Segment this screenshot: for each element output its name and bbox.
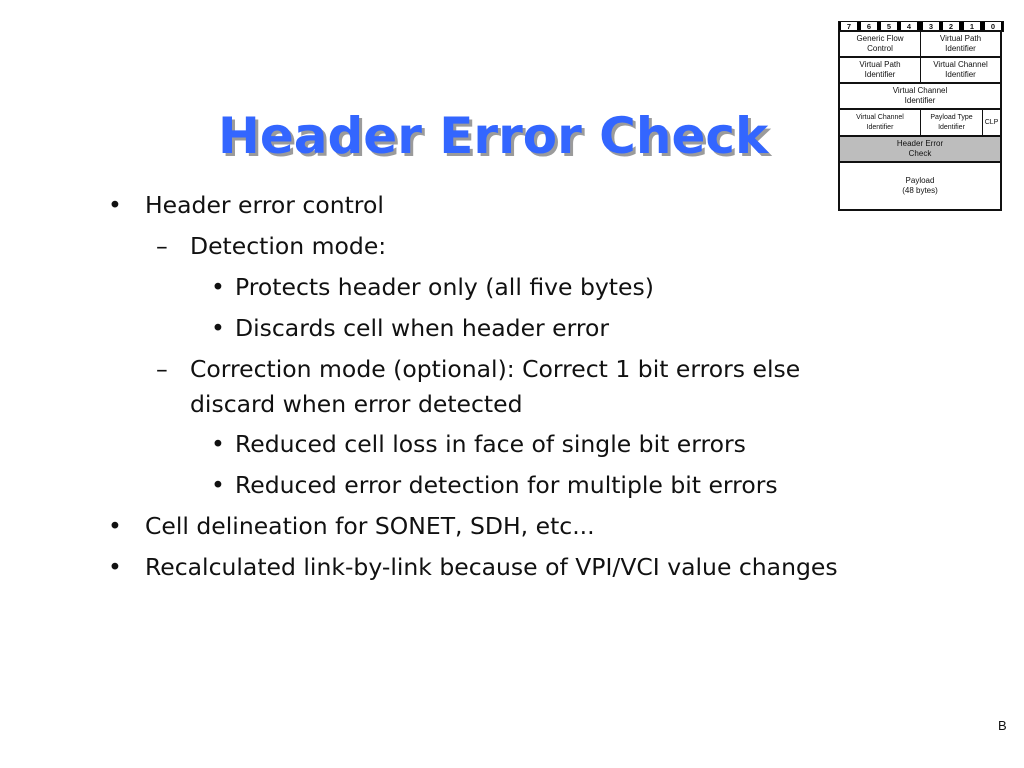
bit-label: 0 xyxy=(985,22,1001,31)
slide-title: Header Error Check xyxy=(218,107,769,165)
field-vci-lower xyxy=(840,110,921,137)
bullet-marker: • xyxy=(108,512,122,540)
bit-label: 6 xyxy=(861,22,877,31)
bullet-text: Discards cell when header error xyxy=(235,314,610,342)
bullet-item-recalculated xyxy=(108,552,908,584)
field-label: Payload Type Identifier xyxy=(930,113,973,131)
field-label: Header Error Check xyxy=(896,139,944,158)
bullet-marker: • xyxy=(211,314,225,342)
field-generic-flow-control xyxy=(840,32,921,58)
field-label: Virtual Path Identifier xyxy=(939,34,982,53)
bit-label: 2 xyxy=(943,22,959,31)
bullet-text: Correction mode (optional): Correct 1 bit errors else discard when error detected xyxy=(190,355,801,418)
bullet-marker: • xyxy=(211,273,225,301)
field-label: Virtual Channel Identifier xyxy=(892,86,948,105)
bullet-text: Header error control xyxy=(145,191,384,219)
bit-label: 5 xyxy=(881,22,897,31)
bullet-item-protects-header xyxy=(211,272,911,304)
field-clp xyxy=(983,110,1000,137)
bullet-text: Reduced cell loss in face of single bit errors xyxy=(235,430,746,458)
atm-cell-header-diagram xyxy=(838,21,1004,213)
field-payload-type-identifier xyxy=(921,110,983,137)
bullet-text: Reduced error detection for multiple bit errors xyxy=(235,471,778,499)
bullet-marker: – xyxy=(156,355,168,383)
bullet-marker: • xyxy=(211,430,225,458)
bullet-item-correction-mode xyxy=(156,354,876,424)
bit-label: 3 xyxy=(923,22,939,31)
bullet-text: Recalculated link-by-link because of VPI/VCI value changes xyxy=(145,553,838,581)
bullet-item-cell-delineation xyxy=(108,511,908,543)
field-vpi-upper xyxy=(921,32,1000,58)
bullet-item-reduced-error-detection xyxy=(211,470,911,502)
field-header-error-check xyxy=(840,137,1000,163)
bullet-text: Detection mode: xyxy=(190,232,387,260)
header-field-grid xyxy=(838,30,1002,211)
bullet-item-discards-cell xyxy=(211,313,911,345)
bit-label: 7 xyxy=(841,22,857,31)
field-label: Payload (48 bytes) xyxy=(902,176,938,195)
bullet-text: Protects header only (all five bytes) xyxy=(235,273,654,301)
bit-label: 4 xyxy=(901,22,917,31)
field-vci-middle xyxy=(840,84,1000,110)
field-label: Virtual Path Identifier xyxy=(859,60,901,79)
bullet-item-reduced-cell-loss xyxy=(211,429,911,461)
field-label: Virtual Channel Identifier xyxy=(856,113,904,131)
bit-label: 1 xyxy=(964,22,980,31)
bullet-marker: • xyxy=(108,191,122,219)
bullet-text: Cell delineation for SONET, SDH, etc... xyxy=(145,512,595,540)
bullet-item-header-error-control xyxy=(108,190,908,222)
bullet-item-detection-mode xyxy=(156,231,876,263)
field-label: Virtual Channel Identifier xyxy=(933,60,988,79)
field-vpi-lower xyxy=(840,58,921,84)
field-label: CLP xyxy=(984,118,999,126)
slide-page-mark: B xyxy=(998,718,1007,733)
bullet-marker: – xyxy=(156,232,168,260)
field-vci-upper xyxy=(921,58,1000,84)
field-payload xyxy=(840,163,1000,209)
bullet-marker: • xyxy=(211,471,225,499)
field-label: Generic Flow Control xyxy=(856,34,904,53)
bullet-marker: • xyxy=(108,553,122,581)
